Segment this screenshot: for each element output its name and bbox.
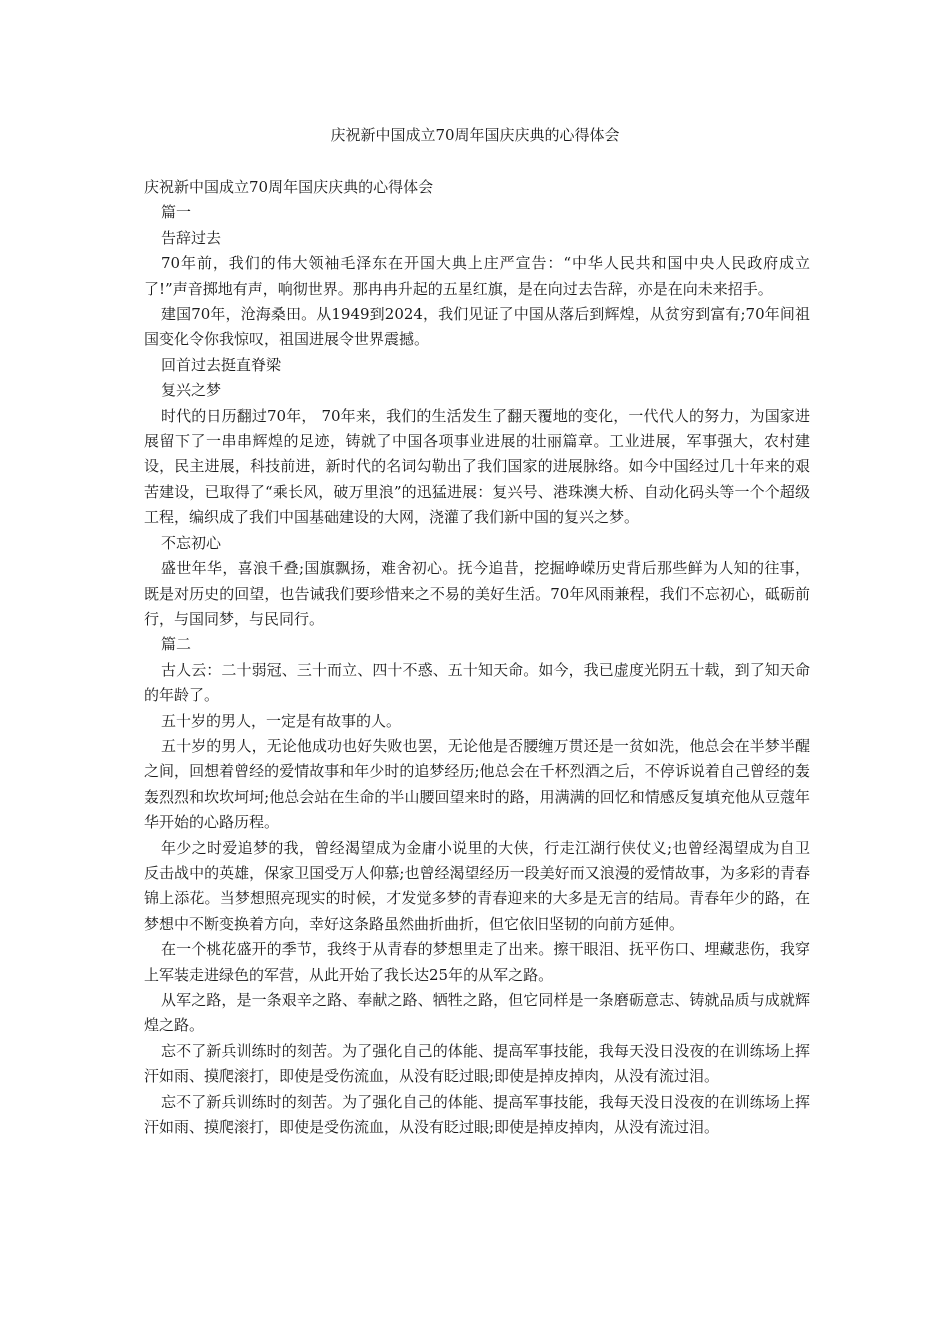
section-heading-1: 篇一 [161, 203, 192, 222]
paragraph: 建国70年，沧海桑田。从1949到2024，我们见证了中国从落后到辉煌，从贫穷到富有;70年间祖国变化令你我惊叹，祖国进展令世界震撼。 [144, 305, 810, 349]
paragraph: 五十岁的男人，一定是有故事的人。 [161, 711, 402, 730]
document-body [144, 175, 810, 1140]
heading-original-aspiration: 不忘初心 [161, 533, 222, 552]
paragraph: 忘不了新兵训练时的刻苦。为了强化自己的体能、提高军事技能，我每天没日没夜的在训练场上挥汗如雨、摸爬滚打，即使是受伤流血，从没有眨过眼;即使是掉皮掉肉，从没有流过泪。 [144, 1092, 810, 1137]
paragraph: 忘不了新兵训练时的刻苦。为了强化自己的体能、提高军事技能，我每天没日没夜的在训练场上挥汗如雨、摸爬滚打，即使是受伤流血，从没有眨过眼;即使是掉皮掉肉，从没有流过泪。 [144, 1041, 810, 1086]
document-subtitle: 庆祝新中国成立70周年国庆庆典的心得体会 [144, 178, 434, 196]
paragraph: 年少之时爱追梦的我，曾经渴望成为金庸小说里的大侠，行走江湖行侠仗义;也曾经渴望成为自卫反击战中的英雄，保家卫国受万人仰慕;也曾经渴望经历一段美好而又浪漫的爱情故事，为多彩的青春锦上添花。当梦想照亮现实的时候，才发觉多梦的青春迎来的大多是无言的结局。青春年少的路，在梦想中不断变换着方向，幸好这条路虽然曲折曲折，但它依旧坚韧的向前方延伸。 [144, 838, 810, 933]
section-heading-2: 篇二 [161, 635, 192, 654]
paragraph: 在一个桃花盛开的季节，我终于从青春的梦想里走了出来。擦干眼泪、抚平伤口、埋藏悲伤，我穿上军装走进绿色的军营，从此开始了我长达25年的从军之路。 [144, 940, 810, 984]
heading-look-back: 回首过去挺直脊梁 [161, 355, 282, 374]
paragraph: 盛世年华，喜浪千叠;国旗飘扬，难舍初心。抚今追昔，挖掘峥嵘历史背后那些鲜为人知的往事，既是对历史的回望，也告诫我们要珍惜来之不易的美好生活。70年风雨兼程，我们不忘初心，砥砺前行，与国同梦，与民同行。 [144, 559, 810, 628]
page-title: 庆祝新中国成立70周年国庆庆典的心得体会 [330, 126, 620, 144]
heading-farewell-past: 告辞过去 [161, 228, 222, 247]
paragraph: 时代的日历翻过70年， 70年来，我们的生活发生了翻天覆地的变化，一代代人的努力，为国家进展留下了一串串辉煌的足迹，铸就了中国各项事业进展的壮丽篇章。工业进展，军事强大，农村建设，民主进展，科技前进，新时代的名词勾勒出了我们国家的进展脉络。如今中国经过几十年来的艰苦建设，已取得了“乘长风，破万里浪”的迅猛进展：复兴号、港珠澳大桥、自动化码头等一个个超级工程，编织成了我们中国基础建设的大网，浇灌了我们新中国的复兴之梦。 [144, 406, 810, 527]
paragraph: 从军之路，是一条艰辛之路、奉献之路、牺牲之路，但它同样是一条磨砺意志、铸就品质与成就辉煌之路。 [144, 991, 810, 1035]
paragraph: 五十岁的男人，无论他成功也好失败也罢，无论他是否腰缠万贯还是一贫如洗，他总会在半梦半醒之间，回想着曾经的爱情故事和年少时的追梦经历;他总会在千杯烈酒之后，不停诉说着自己曾经的轰轰烈烈和坎坎坷坷;他总会站在生命的半山腰回望来时的路，用满满的回忆和情感反复填充他从豆蔻年华开始的心路历程。 [144, 736, 810, 832]
paragraph: 古人云：二十弱冠、三十而立、四十不惑、五十知天命。如今，我已虚度光阴五十载，到了知天命的年龄了。 [144, 660, 810, 705]
paragraph: 70年前，我们的伟大领袖毛泽东在开国大典上庄严宣告：“中华人民共和国中央人民政府成立了!”声音掷地有声，响彻世界。那冉冉升起的五星红旗，是在向过去告辞，亦是在向未来招手。 [144, 254, 810, 298]
heading-revival-dream: 复兴之梦 [161, 381, 222, 400]
